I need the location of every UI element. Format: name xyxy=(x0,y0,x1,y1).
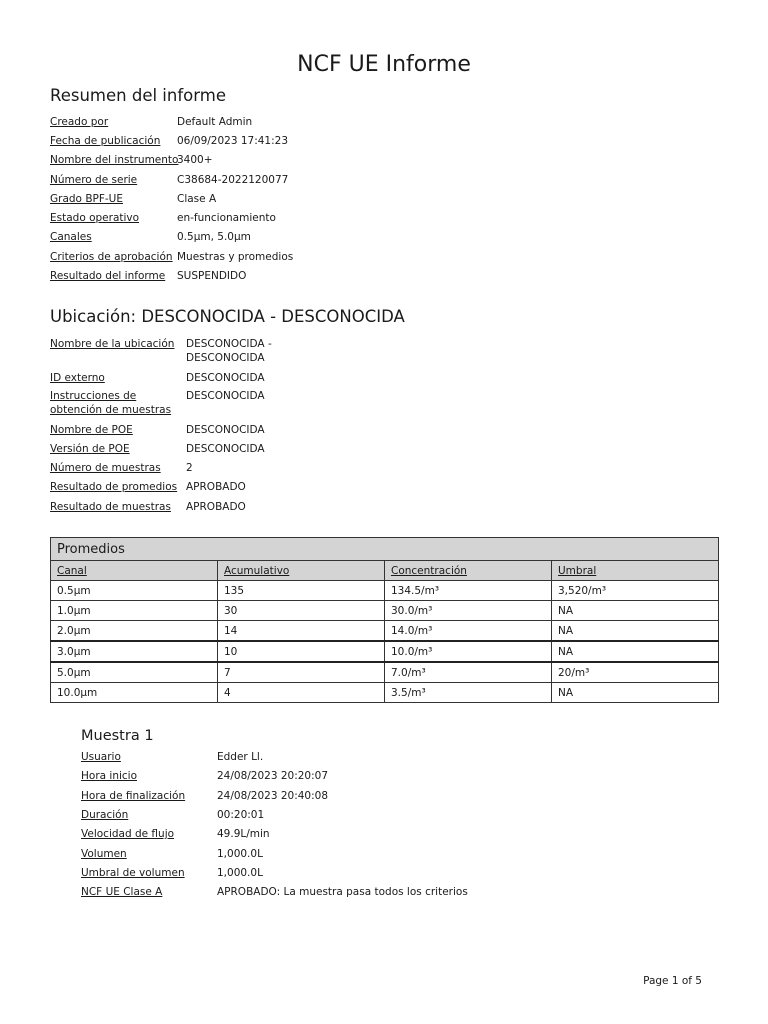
table-cell: 14 xyxy=(218,621,385,642)
field-value: Default Admin xyxy=(177,116,253,128)
location-heading: Ubicación: DESCONOCIDA - DESCONOCIDA xyxy=(50,307,405,326)
field-value: DESCONOCIDA xyxy=(186,372,265,384)
field-value: C38684-2022120077 xyxy=(177,174,289,186)
table-cell: 2.0µm xyxy=(51,621,218,642)
field-value: DESCONOCIDA xyxy=(186,390,265,402)
field-value: DESCONOCIDA xyxy=(186,424,265,436)
field-label: Grado BPF-UE xyxy=(50,193,123,205)
field-label: Estado operativo xyxy=(50,212,140,224)
field-label: Versión de POE xyxy=(50,443,130,455)
table-cell: NA xyxy=(552,601,719,621)
field-value: APROBADO xyxy=(186,481,246,493)
table-cell: 4 xyxy=(218,683,385,703)
table-cell: 10.0µm xyxy=(51,683,218,703)
field-value: 3400+ xyxy=(177,154,213,166)
table-row xyxy=(51,662,719,683)
field-label: ID externo xyxy=(50,372,105,384)
field-label: Umbral de volumen xyxy=(81,867,185,879)
field-label: Resultado del informe xyxy=(50,270,166,282)
table-cell: 10.0/m³ xyxy=(385,641,552,662)
field-label: Instrucciones de obtención de muestras xyxy=(50,390,172,416)
table-row xyxy=(51,621,719,642)
averages-caption: Promedios xyxy=(51,538,719,561)
field-label: Fecha de publicación xyxy=(50,135,161,147)
field-label: Nombre del instrumento xyxy=(50,154,179,166)
averages-table xyxy=(50,537,718,703)
field-label: Volumen xyxy=(81,848,127,860)
field-value: 00:20:01 xyxy=(217,809,265,821)
report-title: NCF UE Informe xyxy=(297,52,471,77)
field-value: 49.9L/min xyxy=(217,828,270,840)
field-label: Nombre de POE xyxy=(50,424,133,436)
field-value: Muestras y promedios xyxy=(177,251,294,263)
column-header: Concentración xyxy=(385,561,552,581)
field-label: Hora de finalización xyxy=(81,790,186,802)
table-row xyxy=(51,601,719,621)
table-cell: 7.0/m³ xyxy=(385,662,552,683)
table-cell: 5.0µm xyxy=(51,662,218,683)
field-value: Clase A xyxy=(177,193,217,205)
field-value: 1,000.0L xyxy=(217,867,263,879)
table-cell: 135 xyxy=(218,581,385,601)
table-row xyxy=(51,683,719,703)
field-value: DESCONOCIDA xyxy=(186,443,265,455)
field-label: Número de muestras xyxy=(50,462,161,474)
field-label: Número de serie xyxy=(50,174,138,186)
field-value: 24/08/2023 20:40:08 xyxy=(217,790,329,802)
table-cell: 0.5µm xyxy=(51,581,218,601)
field-label: Usuario xyxy=(81,751,121,763)
field-value: en-funcionamiento xyxy=(177,212,276,224)
sample-heading: Muestra 1 xyxy=(81,728,154,744)
table-cell: 30 xyxy=(218,601,385,621)
table-cell: 30.0/m³ xyxy=(385,601,552,621)
table-row xyxy=(51,641,719,662)
field-label: Nombre de la ubicación xyxy=(50,338,175,350)
field-label: Criterios de aprobación xyxy=(50,251,173,263)
table-cell: 7 xyxy=(218,662,385,683)
summary-heading: Resumen del informe xyxy=(50,86,226,105)
table-cell: 134.5/m³ xyxy=(385,581,552,601)
field-label: Duración xyxy=(81,809,129,821)
field-value: 2 xyxy=(186,462,193,474)
field-label: Velocidad de flujo xyxy=(81,828,175,840)
table-cell: 20/m³ xyxy=(552,662,719,683)
field-value: 0.5µm, 5.0µm xyxy=(177,231,251,243)
column-header: Acumulativo xyxy=(218,561,385,581)
table-header-row xyxy=(51,561,719,581)
table-cell: NA xyxy=(552,641,719,662)
table-cell: 14.0/m³ xyxy=(385,621,552,642)
field-value: SUSPENDIDO xyxy=(177,270,247,282)
column-header: Umbral xyxy=(552,561,719,581)
field-value: 1,000.0L xyxy=(217,848,263,860)
table-caption-row xyxy=(51,538,719,561)
table-cell: NA xyxy=(552,621,719,642)
field-label: Resultado de promedios xyxy=(50,481,178,493)
table-cell: 3,520/m³ xyxy=(552,581,719,601)
field-value: 06/09/2023 17:41:23 xyxy=(177,135,289,147)
table-cell: 10 xyxy=(218,641,385,662)
field-value: APROBADO xyxy=(186,501,246,513)
field-label: Creado por xyxy=(50,116,109,128)
table-cell: 3.5/m³ xyxy=(385,683,552,703)
field-value: DESCONOCIDA - DESCONOCIDA xyxy=(186,338,272,364)
table-row xyxy=(51,581,719,601)
table-cell: 3.0µm xyxy=(51,641,218,662)
page-number: Page 1 of 5 xyxy=(643,975,702,987)
field-label: Canales xyxy=(50,231,92,243)
column-header: Canal xyxy=(51,561,218,581)
field-label: NCF UE Clase A xyxy=(81,886,163,898)
field-label: Hora inicio xyxy=(81,770,138,782)
table-cell: NA xyxy=(552,683,719,703)
field-value: Edder Ll. xyxy=(217,751,264,763)
field-label: Resultado de muestras xyxy=(50,501,171,513)
field-value: APROBADO: La muestra pasa todos los criterios xyxy=(217,886,468,898)
field-value: 24/08/2023 20:20:07 xyxy=(217,770,329,782)
table-cell: 1.0µm xyxy=(51,601,218,621)
